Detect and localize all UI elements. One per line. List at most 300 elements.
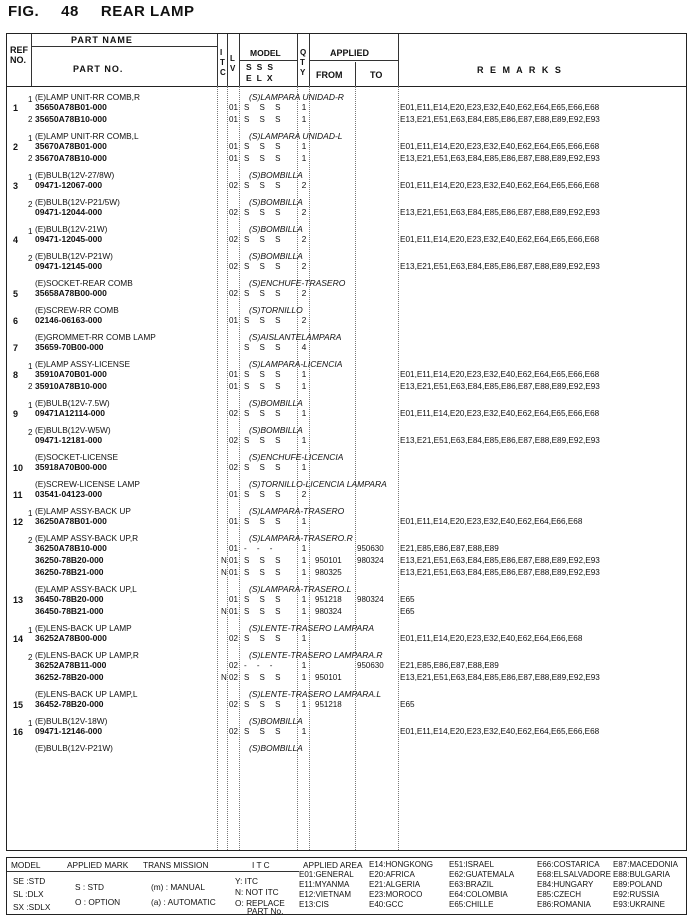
level: 02 (229, 409, 238, 418)
model-marks: S S S (244, 343, 285, 352)
model-marks: S S S (244, 436, 285, 445)
ref-number: 1 (13, 103, 19, 113)
part-name: (E)SOCKET-REAR COMB (35, 278, 133, 288)
ref-number: 4 (13, 235, 19, 245)
parts-table (6, 33, 687, 851)
remarks: E65 (400, 607, 415, 616)
area-code: E93:UKRAINE (613, 900, 666, 909)
figure-number: 48 (61, 3, 79, 20)
applied-from: 951218 (315, 595, 342, 604)
quantity: 1 (301, 633, 307, 643)
sub-number: 1 (28, 626, 33, 635)
part-name: (E)LAMP UNIT-RR COMB,R (35, 92, 140, 102)
from-header: FROM (316, 70, 343, 80)
remarks: E13,E21,E51,E63,E84,E85,E86,E87,E88,E89,E92,E93 (400, 556, 600, 565)
level: 02 (229, 235, 238, 244)
level: 01 (229, 607, 238, 616)
quantity: 2 (301, 288, 307, 298)
level: 02 (229, 289, 238, 298)
quantity: 1 (301, 567, 307, 577)
lv-header: L V (230, 54, 236, 73)
part-number: 35650A78B10-000 (35, 114, 107, 124)
applied-from: 950101 (315, 673, 342, 682)
legend-y-itc: Y: ITC (235, 876, 259, 886)
sub-number: 2 (28, 382, 33, 391)
ref-number: 3 (13, 181, 19, 191)
quantity: 2 (301, 489, 307, 499)
part-name: (E)BULB(12V-P21W) (35, 251, 113, 261)
model-marks: S S S (244, 142, 285, 151)
ref-number: 12 (13, 517, 24, 527)
level: 02 (229, 181, 238, 190)
part-number: 09471-12044-000 (35, 207, 103, 217)
model-marks: S S S (244, 370, 285, 379)
model-marks: S S S (244, 607, 285, 616)
model-cols-header: SSS (246, 62, 279, 72)
table-row (7, 305, 686, 327)
sub-number: 1 (28, 401, 33, 410)
sub-number: 2 (28, 428, 33, 437)
legend-o-replace-2: PART No. (247, 906, 284, 916)
spanish-name: (S)LENTE-TRASERO LAMPARA.R (249, 650, 383, 660)
part-name: (E)BULB(12V-27/8W) (35, 170, 115, 180)
area-code: E23:MOROCO (369, 890, 423, 899)
legend-area-header: APPLIED AREA (303, 860, 363, 870)
level: 02 (229, 634, 238, 643)
area-code: E12:VIETNAM (299, 890, 352, 899)
area-code: E89:POLAND (613, 880, 663, 889)
model-marks: S S S (244, 727, 285, 736)
part-name: (E)GROMMET-RR COMB LAMP (35, 332, 156, 342)
area-code: E14:HONGKONG (369, 860, 434, 869)
area-code: E62:GUATEMALA (449, 870, 515, 879)
part-number: 36250A78B10-000 (35, 543, 107, 553)
sub-number: 1 (28, 173, 33, 182)
model-marks: S S S (244, 316, 285, 325)
legend-manual: (m) : MANUAL (151, 882, 205, 892)
part-name: (E)LAMP UNIT-RR COMB,L (35, 131, 139, 141)
sub-number: 2 (28, 200, 33, 209)
qty-header: Q T Y (300, 48, 307, 77)
part-name: (E)BULB(12V-21W) (35, 224, 108, 234)
sub-number: 2 (28, 653, 33, 662)
level: 02 (229, 661, 238, 670)
divider (309, 60, 398, 61)
divider (239, 60, 297, 61)
spanish-name: (S)LAMPARA UNIDAD-R (249, 92, 344, 102)
part-number: 35918A70B00-000 (35, 462, 107, 472)
remarks: E13,E21,E51,E63,E84,E85,E86,E87,E88,E89,E92,E93 (400, 208, 600, 217)
model-marks: S S S (244, 517, 285, 526)
model-header: MODEL (250, 48, 281, 58)
applied-from: 980324 (315, 607, 342, 616)
part-number: 09471A12114-000 (35, 408, 105, 418)
sub-number: 1 (28, 509, 33, 518)
table-row (7, 92, 686, 126)
remarks: E65 (400, 595, 415, 604)
remarks: E01,E11,E14,E20,E23,E32,E40,E62,E64,E65,E66,E68 (400, 181, 600, 190)
area-code: E01:GENERAL (299, 870, 354, 879)
area-code: E21:ALGERIA (369, 880, 421, 889)
quantity: 1 (301, 660, 307, 670)
model-marks: S S S (244, 595, 285, 604)
model-marks: - - - (244, 661, 277, 670)
part-name: (E)LAMP ASSY-BACK UP (35, 506, 131, 516)
divider (217, 34, 218, 86)
part-name: (E)SCREW-RR COMB (35, 305, 119, 315)
part-number: 36250-78B20-000 (35, 555, 104, 565)
model-marks: S S S (244, 208, 285, 217)
part-number: 35659-70B00-000 (35, 342, 104, 352)
level: 02 (229, 436, 238, 445)
part-name: (E)BULB(12V-P21W) (35, 743, 113, 753)
quantity: 4 (301, 342, 307, 352)
quantity: 2 (301, 315, 307, 325)
part-number: 36450-78B21-000 (35, 606, 104, 616)
model-marks: S S S (244, 235, 285, 244)
remarks: E01,E11,E14,E20,E23,E32,E40,E62,E64,E65,E66,E68 (400, 142, 600, 151)
ref-number: 14 (13, 634, 24, 644)
table-row (7, 359, 686, 393)
quantity: 1 (301, 462, 307, 472)
legend-applied-mark-header: APPLIED MARK (67, 860, 129, 870)
itc-flag: N (221, 568, 227, 577)
part-name: (E)SCREW-LICENSE LAMP (35, 479, 140, 489)
quantity: 1 (301, 141, 307, 151)
part-number: 09471-12146-000 (35, 726, 103, 736)
ref-number: 7 (13, 343, 19, 353)
remarks: E13,E21,E51,E63,E84,E85,E86,E87,E88,E89,E92,E93 (400, 673, 600, 682)
table-row (7, 332, 686, 354)
quantity: 1 (301, 153, 307, 163)
part-number: 36450-78B20-000 (35, 594, 104, 604)
area-code: E84:HUNGARY (537, 880, 594, 889)
remarks: E01,E11,E14,E20,E23,E32,E40,E62,E64,E65,E66,E68 (400, 727, 600, 736)
table-body (7, 86, 686, 850)
area-code: E87:MACEDONIA (613, 860, 678, 869)
legend-itc-header: I T C (252, 860, 270, 870)
quantity: 1 (301, 699, 307, 709)
itc-flag: N (221, 673, 227, 682)
model-marks: S S S (244, 115, 285, 124)
part-name: (E)LENS-BACK UP LAMP (35, 623, 132, 633)
remarks: E01,E11,E14,E20,E23,E32,E40,E62,E64,E65,E66,E68 (400, 235, 600, 244)
model-cols2-header: ELX (246, 73, 278, 83)
quantity: 1 (301, 672, 307, 682)
part-number: 35670A78B10-000 (35, 153, 107, 163)
sub-number: 1 (28, 95, 33, 104)
table-row (7, 131, 686, 165)
level: 01 (229, 595, 238, 604)
part-number: 09471-12145-000 (35, 261, 103, 271)
area-code: E40:GCC (369, 900, 404, 909)
quantity: 2 (301, 261, 307, 271)
quantity: 1 (301, 726, 307, 736)
legend-o-replace: O: REPLACE (235, 898, 285, 908)
itc-flag: N (221, 556, 227, 565)
remarks: E13,E21,E51,E63,E84,E85,E86,E87,E88,E89,E92,E93 (400, 568, 600, 577)
ref-number: 15 (13, 700, 24, 710)
remarks: E01,E11,E14,E20,E23,E32,E40,E62,E64,E65,E66,E68 (400, 103, 600, 112)
spanish-name: (S)AISLANTELAMPARA (249, 332, 342, 342)
quantity: 1 (301, 543, 307, 553)
part-name: (E)SOCKET-LICENSE (35, 452, 118, 462)
quantity: 1 (301, 369, 307, 379)
level: 01 (229, 370, 238, 379)
spanish-name: (S)BOMBILLA (249, 170, 303, 180)
spanish-name: (S)LAMPARA-TRASERO (249, 506, 345, 516)
applied-from: 950101 (315, 556, 342, 565)
model-marks: S S S (244, 634, 285, 643)
area-code: E63:BRAZIL (449, 880, 494, 889)
model-marks: S S S (244, 409, 285, 418)
model-marks: S S S (244, 568, 285, 577)
part-name: (E)BULB(12V-W5W) (35, 425, 111, 435)
part-name: (E)BULB(12V-18W) (35, 716, 108, 726)
legend-o-option: O : OPTION (75, 897, 121, 907)
part-number: 09471-12067-000 (35, 180, 103, 190)
part-number: 35658A78B00-000 (35, 288, 107, 298)
spanish-name: (S)BOMBILLA (249, 398, 303, 408)
level: 01 (229, 517, 238, 526)
part-name: (E)LAMP ASSY-LICENSE (35, 359, 130, 369)
model-marks: - - - (244, 544, 277, 553)
legend-s-std: S : STD (75, 882, 105, 892)
level: 01 (229, 568, 238, 577)
table-header (7, 34, 686, 87)
applied-from: 951218 (315, 700, 342, 709)
level: 01 (229, 544, 238, 553)
table-row (7, 452, 686, 474)
spanish-name: (S)ENCHUFE-LICENCIA (249, 452, 344, 462)
area-code: E13:CIS (299, 900, 329, 909)
model-marks: S S S (244, 700, 285, 709)
itc-flag: N (221, 607, 227, 616)
sub-number: 2 (28, 154, 33, 163)
ref-number: 5 (13, 289, 19, 299)
ref-number: 16 (13, 727, 24, 737)
part-number: 09471-12181-000 (35, 435, 103, 445)
table-row (7, 689, 686, 711)
quantity: 2 (301, 234, 307, 244)
figure-title (8, 3, 217, 20)
part-no-header: PART NO. (73, 64, 124, 74)
applied-from: 980325 (315, 568, 342, 577)
level: 01 (229, 316, 238, 325)
spanish-name: (S)BOMBILLA (249, 716, 303, 726)
applied-to: 980324 (357, 556, 384, 565)
spanish-name: (S)LAMPARA-TRASERO.R (249, 533, 353, 543)
quantity: 1 (301, 114, 307, 124)
area-code: E85:CZECH (537, 890, 582, 899)
quantity: 2 (301, 207, 307, 217)
divider (398, 34, 399, 86)
part-name: (E)LAMP ASSY-BACK UP,R (35, 533, 139, 543)
remarks: E13,E21,E51,E63,E84,E85,E86,E87,E88,E89,E92,E93 (400, 436, 600, 445)
quantity: 1 (301, 516, 307, 526)
level: 02 (229, 700, 238, 709)
sub-number: 1 (28, 362, 33, 371)
divider (31, 46, 217, 47)
ref-number: 2 (13, 142, 19, 152)
quantity: 1 (301, 606, 307, 616)
itc-header: I T C (220, 48, 226, 77)
remarks: E21,E85,E86,E87,E88,E89 (400, 544, 499, 553)
part-number: 36252A78B00-000 (35, 633, 107, 643)
spanish-name: (S)LENTE-TRASERO LAMPARA (249, 623, 375, 633)
model-marks: S S S (244, 556, 285, 565)
legend-automatic: (a) : AUTOMATIC (151, 897, 216, 907)
sub-number: 2 (28, 115, 33, 124)
divider (7, 871, 299, 872)
model-marks: S S S (244, 382, 285, 391)
divider (355, 62, 356, 86)
quantity: 1 (301, 381, 307, 391)
area-code: E88:BULGARIA (613, 870, 670, 879)
area-code: E92:RUSSIA (613, 890, 660, 899)
level: 01 (229, 142, 238, 151)
divider (31, 34, 32, 86)
divider (227, 34, 228, 86)
spanish-name: (S)BOMBILLA (249, 743, 303, 753)
level: 02 (229, 463, 238, 472)
level: 01 (229, 154, 238, 163)
level: 02 (229, 262, 238, 271)
ref-header: REF NO. (10, 45, 28, 65)
area-code: E11:MYANMA (299, 880, 350, 889)
remarks: E13,E21,E51,E63,E84,E85,E86,E87,E88,E89,E92,E93 (400, 262, 600, 271)
ref-number: 11 (13, 490, 23, 500)
spanish-name: (S)LAMPARA-TRASERO.L (249, 584, 352, 594)
spanish-name: (S)LENTE-TRASERO LAMPARA.L (249, 689, 382, 699)
spanish-name: (S)BOMBILLA (249, 224, 303, 234)
part-number: 35910A70B01-000 (35, 369, 107, 379)
divider (297, 34, 298, 86)
figure-name: REAR LAMP (100, 3, 195, 20)
part-number: 09471-12045-000 (35, 234, 103, 244)
area-code: E64:COLOMBIA (449, 890, 508, 899)
table-row (7, 584, 686, 618)
part-number: 36250A78B01-000 (35, 516, 107, 526)
remarks: E01,E11,E14,E20,E23,E32,E40,E62,E64,E65,E66,E68 (400, 409, 600, 418)
table-row (7, 623, 686, 684)
spanish-name: (S)LAMPARA UNIDAD-L (249, 131, 343, 141)
figure-label: FIG. (8, 3, 40, 20)
area-code: E66:COSTARICA (537, 860, 600, 869)
model-marks: S S S (244, 463, 285, 472)
remarks: E21,E85,E86,E87,E88,E89 (400, 661, 499, 670)
remarks: E13,E21,E51,E63,E84,E85,E86,E87,E88,E89,E92,E93 (400, 115, 600, 124)
spanish-name: (S)TORNILLO (249, 305, 303, 315)
area-code: E65:CHILLE (449, 900, 494, 909)
spanish-name: (S)BOMBILLA (249, 197, 303, 207)
remarks: E01,E11,E14,E20,E23,E32,E40,E62,E64,E66,E68 (400, 634, 583, 643)
part-number: 35910A78B10-000 (35, 381, 107, 391)
sub-number: 2 (28, 254, 33, 263)
table-row (7, 278, 686, 300)
applied-to: 950630 (357, 661, 384, 670)
level: 01 (229, 103, 238, 112)
legend-trans-header: TRANS MISSION (143, 860, 209, 870)
legend-sl: SL :DLX (13, 889, 44, 899)
model-marks: S S S (244, 673, 285, 682)
applied-to: 980324 (357, 595, 384, 604)
ref-number: 10 (13, 463, 24, 473)
area-code: E20:AFRICA (369, 870, 415, 879)
quantity: 1 (301, 102, 307, 112)
table-row (7, 170, 686, 219)
sub-number: 1 (28, 227, 33, 236)
applied-header: APPLIED (330, 48, 370, 58)
remarks: E01,E11,E14,E20,E23,E32,E40,E62,E64,E65,E66,E68 (400, 370, 600, 379)
ref-number: 13 (13, 595, 24, 605)
spanish-name: (S)BOMBILLA (249, 425, 303, 435)
quantity: 2 (301, 180, 307, 190)
level: 01 (229, 115, 238, 124)
quantity: 1 (301, 408, 307, 418)
level: 01 (229, 382, 238, 391)
spanish-name: (S)LAMPARA-LICENCIA (249, 359, 343, 369)
sub-number: 2 (28, 536, 33, 545)
level: 01 (229, 490, 238, 499)
part-number: 03541-04123-000 (35, 489, 103, 499)
legend-n-itc: N: NOT ITC (235, 887, 279, 897)
sub-number: 1 (28, 134, 33, 143)
table-row (7, 716, 686, 765)
ref-number: 6 (13, 316, 19, 326)
legend-footer (6, 857, 687, 915)
part-number: 36252A78B11-000 (35, 660, 107, 670)
level: 02 (229, 208, 238, 217)
part-number: 36452-78B20-000 (35, 699, 104, 709)
part-number: 35650A78B01-000 (35, 102, 107, 112)
spanish-name: (S)TORNILLO-LICENCIA LAMPARA (249, 479, 387, 489)
model-marks: S S S (244, 154, 285, 163)
model-marks: S S S (244, 289, 285, 298)
spanish-name: (S)BOMBILLA (249, 251, 303, 261)
model-marks: S S S (244, 103, 285, 112)
remarks-header: R E M A R K S (477, 65, 563, 75)
remarks: E13,E21,E51,E63,E84,E85,E86,E87,E88,E89,E92,E93 (400, 382, 600, 391)
ref-number: 8 (13, 370, 19, 380)
quantity: 1 (301, 555, 307, 565)
part-name: (E)LENS-BACK UP LAMP,R (35, 650, 139, 660)
remarks: E65 (400, 700, 415, 709)
quantity: 1 (301, 594, 307, 604)
applied-to: 950630 (357, 544, 384, 553)
remarks: E13,E21,E51,E63,E84,E85,E86,E87,E88,E89,E92,E93 (400, 154, 600, 163)
part-number: 36250-78B21-000 (35, 567, 104, 577)
part-name: (E)LENS-BACK UP LAMP,L (35, 689, 138, 699)
model-marks: S S S (244, 490, 285, 499)
legend-model-header: MODEL (11, 860, 41, 870)
part-name: (E)LAMP ASSY-BACK UP,L (35, 584, 137, 594)
area-code: E86:ROMANIA (537, 900, 591, 909)
ref-number: 9 (13, 409, 19, 419)
part-name: (E)BULB(12V-7.5W) (35, 398, 110, 408)
legend-sx: SX :SDLX (13, 902, 51, 912)
remarks: E01,E11,E14,E20,E23,E32,E40,E62,E64,E66,E68 (400, 517, 583, 526)
part-name-header: PART NAME (71, 35, 133, 45)
table-row (7, 224, 686, 273)
level: 01 (229, 556, 238, 565)
sub-number: 1 (28, 719, 33, 728)
part-name: (E)BULB(12V-P21/5W) (35, 197, 120, 207)
table-row (7, 398, 686, 447)
part-number: 36252-78B20-000 (35, 672, 104, 682)
quantity: 1 (301, 435, 307, 445)
level: 02 (229, 727, 238, 736)
